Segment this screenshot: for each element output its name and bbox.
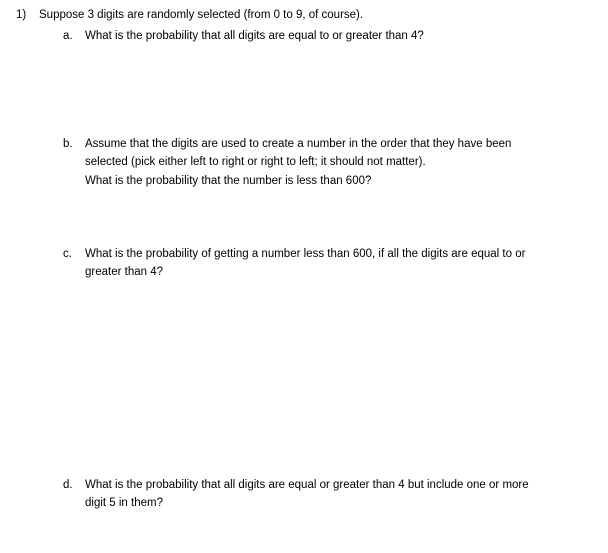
part-d-label: d. [63,479,73,491]
part-c-line-2: greater than 4? [85,266,164,278]
part-c-line-1: What is the probability of getting a number less than 600, if all the digits are equal to or [85,248,526,260]
part-a-label: a. [63,30,73,42]
part-b-line-1: Assume that the digits are used to create a number in the order that they have been [85,138,512,150]
part-c-label: c. [63,248,72,260]
question-number: 1) [16,9,27,21]
question-stem: Suppose 3 digits are randomly selected (from 0 to 9, of course). [39,9,364,21]
part-a-line-1: What is the probability that all digits are equal to or greater than 4? [85,30,424,42]
part-d-line-2: digit 5 in them? [85,497,163,509]
part-b-line-2: selected (pick either left to right or right to left; it should not matter). [85,156,426,168]
part-d-line-1: What is the probability that all digits are equal or greater than 4 but include one or more [85,479,529,491]
part-b-line-3: What is the probability that the number is less than 600? [85,175,372,187]
part-b-label: b. [63,138,73,150]
